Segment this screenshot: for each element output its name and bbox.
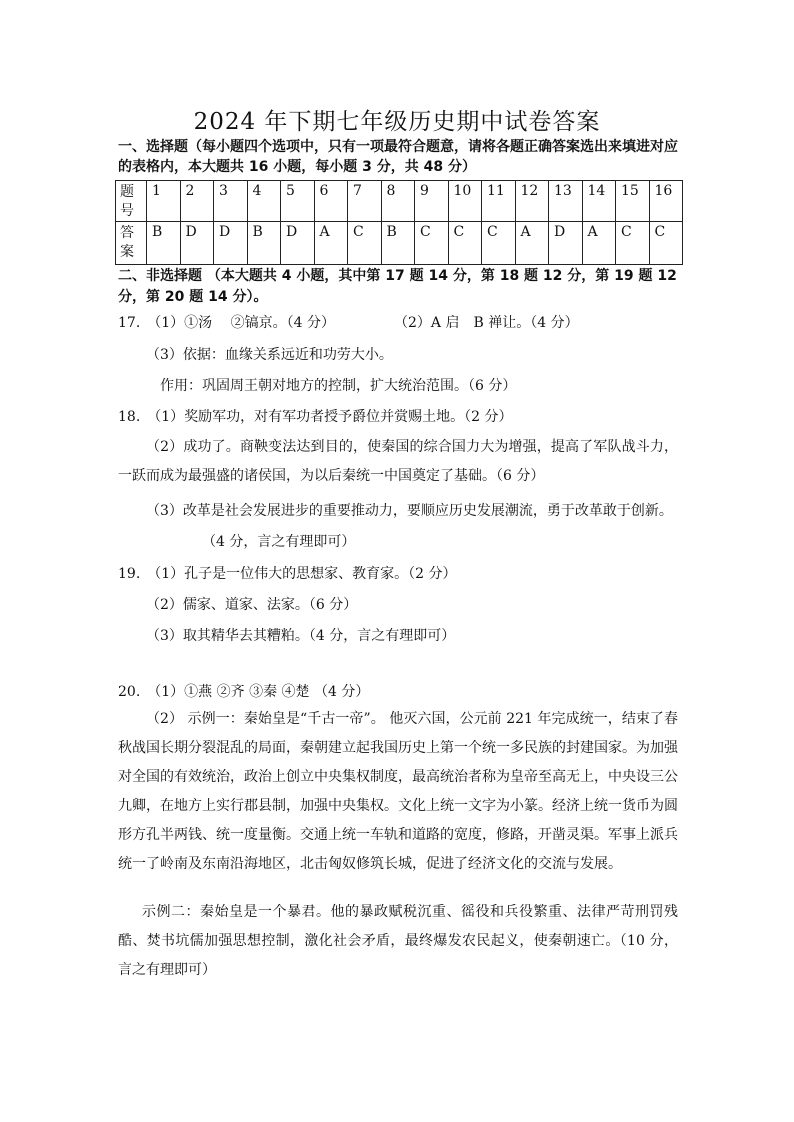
table-cell-answer: D xyxy=(180,222,214,265)
table-cell-answer: C xyxy=(616,222,650,265)
page-title: 2024 年下期七年级历史期中试卷答案 xyxy=(193,109,601,135)
q17-part1-answer: 17. （1）①汤 ②镐京。（4 分） xyxy=(118,315,335,331)
table-cell-answer: D xyxy=(281,222,315,265)
q19-part1-answer: 19. （1）孔子是一位伟大的思想家、教育家。（2 分） xyxy=(118,566,457,582)
table-cell-number: 2 xyxy=(180,181,214,222)
table-cell-number: 3 xyxy=(214,181,248,222)
q20-part2-example1: （2） 示例一：秦始皇是“千古一帝”。 他灭六国，公元前 221 年完成统一，结束了春秋战国长期分裂混乱的局面，秦朝建立起我国历史上第一个统一多民族的封建国家。为加强对全国的有效统治，政治上创立中央集权制度，最高统治者称为皇帝至高无上，中央设三公九卿，在地方上实行郡县制，加强中央集权。文化上统一文字为小篆。经济上统一货币为圆形方孔半两钱、统一度量衡。交通上统一车轨和道路的宽度，修路，开凿灵渠。军事上派兵统一了岭南及东南沿海地区，北击匈奴修筑长城，促进了经济文化的交流与发展。 xyxy=(118,711,678,872)
table-cell-number: 6 xyxy=(314,181,348,222)
q17-part2-answer: （2）A 启 B 禅让。（4 分） xyxy=(394,315,579,331)
table-cell-answer: C xyxy=(482,222,516,265)
table-cell-answer: D xyxy=(549,222,583,265)
table-cell-answer: B xyxy=(381,222,415,265)
q19-part2-answer: （2）儒家、道家、法家。（6 分） xyxy=(146,597,358,613)
q18-part1-answer: 18. （1）奖励军功，对有军功者授予爵位并赏赐土地。（2 分） xyxy=(118,409,513,425)
table-cell-number: 10 xyxy=(448,181,482,222)
q17-part3-basis: （3）依据：血缘关系远近和功劳大小。 xyxy=(146,347,393,363)
table-cell-answer: B xyxy=(247,222,281,265)
table-cell-answer: C xyxy=(448,222,482,265)
table-header-question-number: 题号 xyxy=(116,181,147,222)
q18-part3-score-note: （4 分，言之有理即可） xyxy=(202,534,356,550)
table-cell-answer: C xyxy=(415,222,449,265)
table-cell-number: 12 xyxy=(515,181,549,222)
table-cell-number: 9 xyxy=(415,181,449,222)
table-cell-number: 15 xyxy=(616,181,650,222)
table-cell-number: 1 xyxy=(147,181,181,222)
q18-part2-answer: （2）成功了。商鞅变法达到目的，使秦国的综合国力大为增强，提高了军队战斗力，一跃而成为最强盛的诸侯国，为以后秦统一中国奠定了基础。（6 分） xyxy=(118,439,678,484)
table-cell-answer: A xyxy=(314,222,348,265)
table-cell-number: 14 xyxy=(582,181,616,222)
table-cell-number: 16 xyxy=(649,181,683,222)
table-cell-answer: C xyxy=(348,222,382,265)
table-cell-number: 7 xyxy=(348,181,382,222)
table-cell-number: 13 xyxy=(549,181,583,222)
table-header-answer: 答案 xyxy=(116,222,147,265)
table-cell-answer: A xyxy=(515,222,549,265)
table-cell-number: 4 xyxy=(247,181,281,222)
q20-part1-answer: 20. （1）①燕 ②齐 ③秦 ④楚 （4 分） xyxy=(118,684,370,700)
q19-part3-answer: （3）取其精华去其糟粕。（4 分，言之有理即可） xyxy=(146,628,456,644)
section2-heading: 二、非选择题 （本大题共 4 小题，其中第 17 题 14 分，第 18 题 12 分，第 19 题 12 分，第 20 题 14 分）。 xyxy=(118,268,677,305)
table-cell-number: 8 xyxy=(381,181,415,222)
table-cell-answer: D xyxy=(214,222,248,265)
table-cell-number: 11 xyxy=(482,181,516,222)
q18-part3-answer: （3）改革是社会发展进步的重要推动力，要顺应历史发展潮流，勇于改革敢于创新。 xyxy=(146,503,673,519)
answer-row xyxy=(116,222,683,265)
table-cell-answer: B xyxy=(147,222,181,265)
table-cell-answer: A xyxy=(582,222,616,265)
table-cell-number: 5 xyxy=(281,181,315,222)
q20-part2-example2: 示例二：秦始皇是一个暴君。他的暴政赋税沉重、徭役和兵役繁重、法律严苛刑罚残酷、焚书坑儒加强思想控制，激化社会矛盾，最终爆发农民起义，使秦朝速亡。（10 分，言之有理即可） xyxy=(118,904,678,978)
answer-table xyxy=(115,180,683,265)
q17-part3-effect: 作用：巩固周王朝对地方的控制，扩大统治范围。（6 分） xyxy=(160,378,517,394)
section1-heading: 一、选择题（每小题四个选项中，只有一项最符合题意，请将各题正确答案选出来填进对应的表格内，本大题共 16 小题，每小题 3 分，共 48 分） xyxy=(118,139,678,175)
table-cell-answer: C xyxy=(649,222,683,265)
question-number-row xyxy=(116,181,683,222)
